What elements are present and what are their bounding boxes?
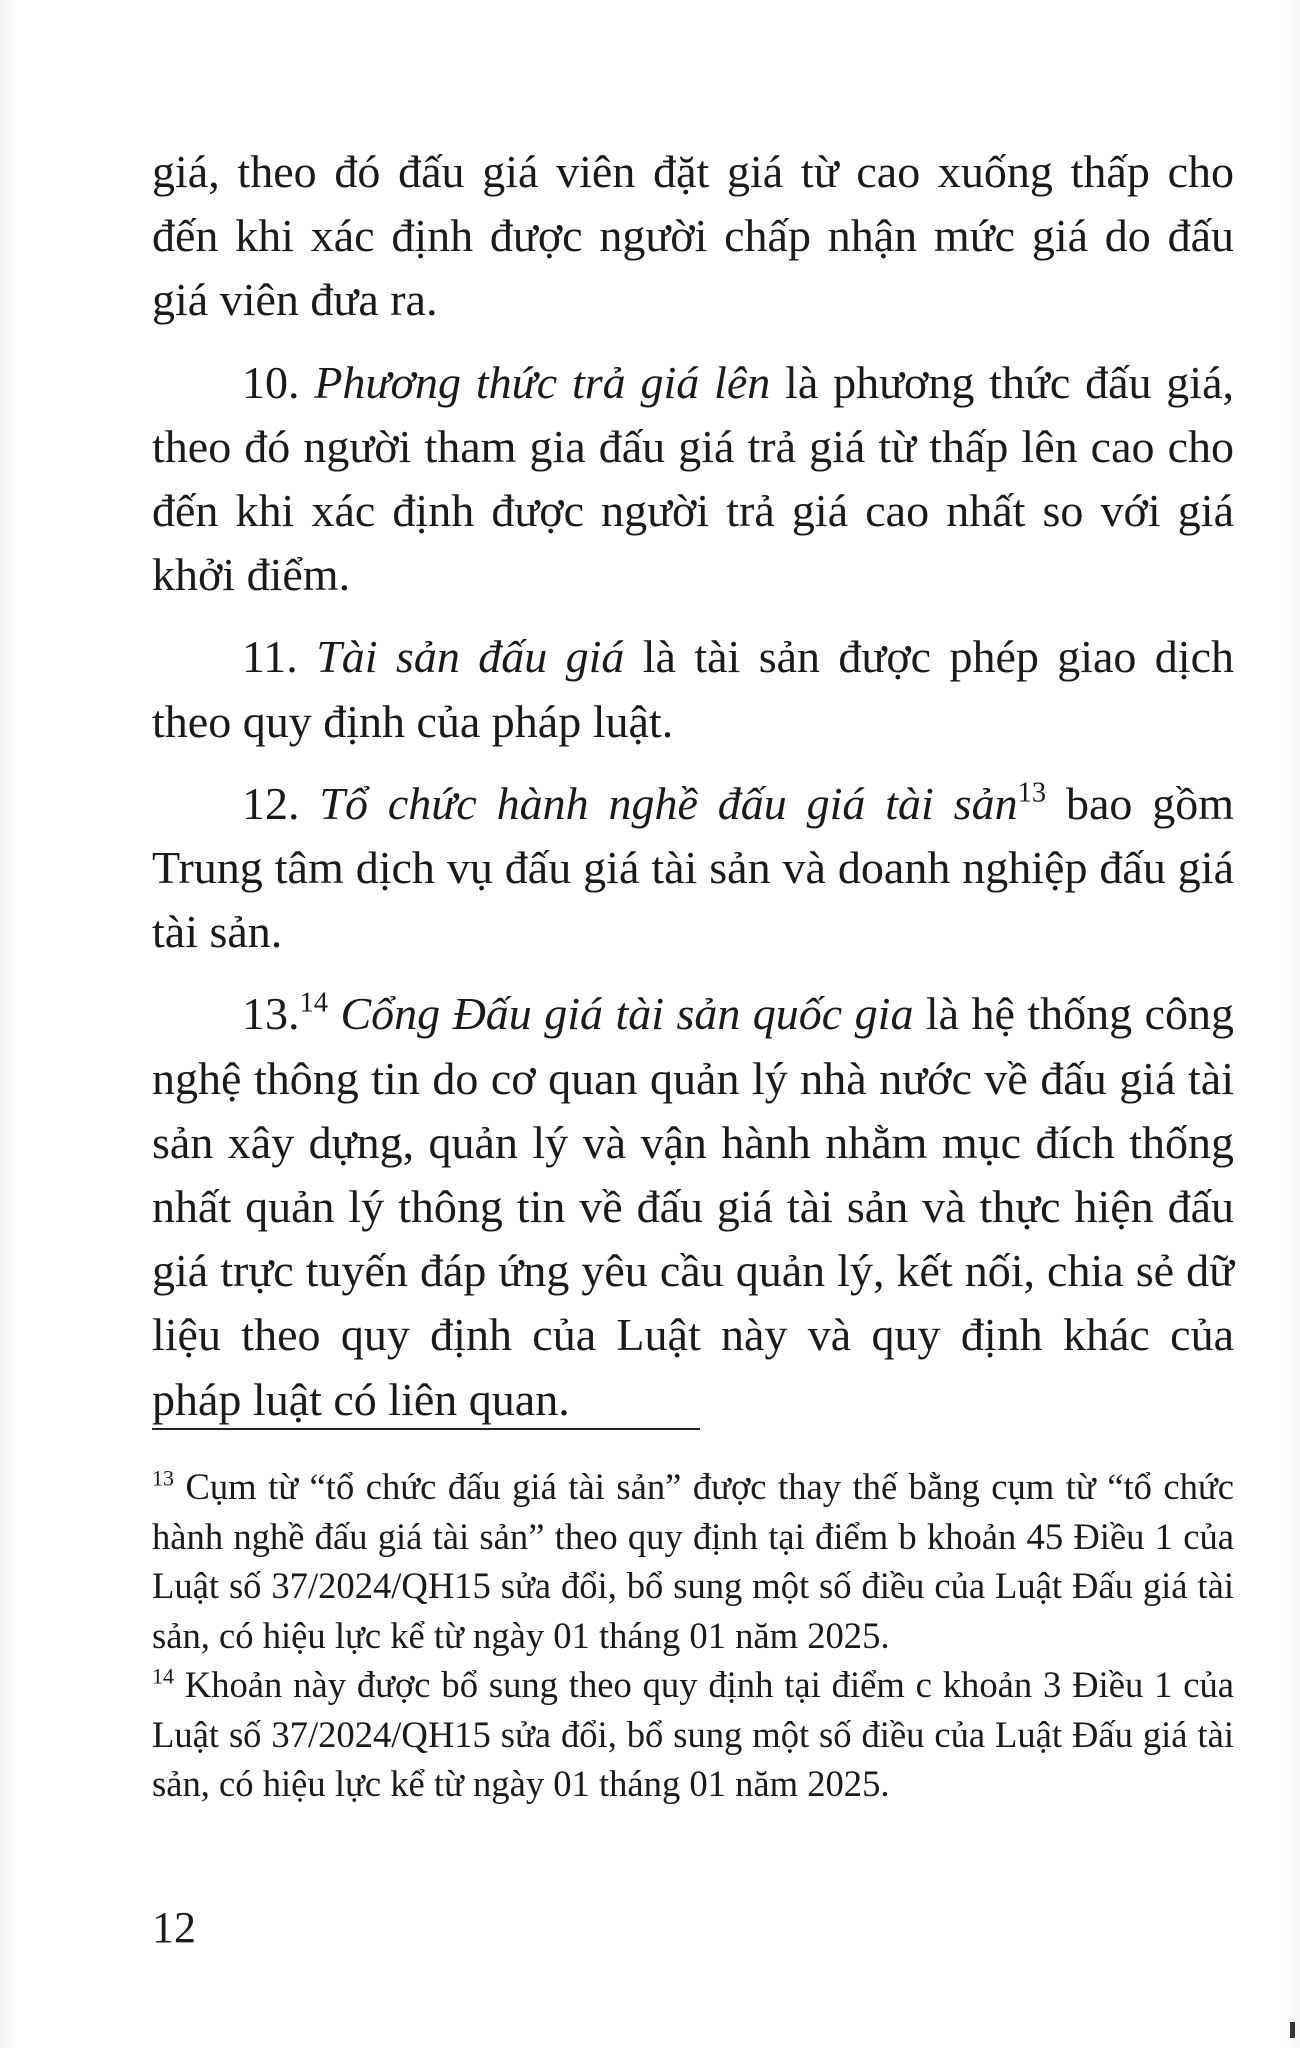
- paragraph-10-term: Phương thức trả giá lên: [314, 356, 771, 408]
- footnote-ref-14: 14: [299, 987, 329, 1019]
- footnotes: [152, 1462, 1234, 1809]
- paragraph-12-text: bao gồm Trung tâm dịch vụ đấu giá tài sản và doanh nghiệp đấu giá tài sản.: [152, 777, 1235, 958]
- paragraph-12-number: 12.: [242, 777, 300, 829]
- paragraph-13-number: 13.: [242, 988, 300, 1040]
- footnote-separator: [152, 1428, 700, 1430]
- page-number: 12: [152, 1903, 196, 1952]
- paragraph-10-number: 10.: [242, 356, 300, 408]
- footnote-13: [152, 1462, 1234, 1660]
- paragraph-11-term: Tài sản đấu giá: [316, 631, 625, 683]
- footnote-14: [152, 1660, 1234, 1809]
- main-text: [152, 140, 1234, 1450]
- paragraph-11-number: 11.: [242, 631, 298, 683]
- paragraph-13-text: là hệ thống công nghệ thông tin do cơ quan quản lý nhà nước về đấu giá tài sản xây dựng, quản lý và vận hành nhằm mục đích thống nhất quản lý thông tin về đấu giá tài sản và thực hiện đấu giá trực tuyến đáp ứng yêu cầu quản lý, kết nối, chia sẻ dữ liệu theo quy định của Luật này và quy định khác của pháp luật có liên quan.: [152, 988, 1235, 1425]
- paragraph-10-text: là phương thức đấu giá, theo đó người tham gia đấu giá trả giá từ thấp lên cao cho đến khi xác định được người trả giá cao nhất so với giá khởi điểm.: [152, 356, 1235, 601]
- paragraph-13: [152, 982, 1234, 1431]
- footnote-14-text: Khoản này được bổ sung theo quy định tại điểm c khoản 3 Điều 1 của Luật số 37/2024/QH15 sửa đổi, bổ sung một số điều của Luật Đấu giá tài sản, có hiệu lực kể từ ngày 01 tháng 01 năm 2025.: [152, 1664, 1234, 1804]
- paragraph-11-text: là tài sản được phép giao dịch theo quy định của pháp luật.: [152, 631, 1235, 747]
- paragraph-12-term: Tổ chức hành nghề đấu giá tài sản: [319, 777, 1018, 829]
- footnote-14-mark: 14: [152, 1663, 174, 1689]
- footnote-ref-13: 13: [1017, 777, 1047, 809]
- paragraph-11: [152, 625, 1234, 753]
- paragraph-10: [152, 351, 1234, 608]
- footnote-13-text: Cụm từ “tổ chức đấu giá tài sản” được thay thế bằng cụm từ “tổ chức hành nghề đấu giá tài sản” theo quy định tại điểm b khoản 45 Điều 1 của Luật số 37/2024/QH15 sửa đổi, bổ sung một số điều của Luật Đấu giá tài sản, có hiệu lực kể từ ngày 01 tháng 01 năm 2025.: [152, 1466, 1234, 1656]
- paragraph-13-term: Cổng Đấu giá tài sản quốc gia: [340, 988, 914, 1040]
- paragraph-continued: [152, 140, 1234, 333]
- footnote-13-mark: 13: [152, 1465, 174, 1491]
- paragraph-12: [152, 772, 1234, 965]
- page-edge-mark: [1290, 2022, 1295, 2038]
- paragraph-continued-text: giá, theo đó đấu giá viên đặt giá từ cao xuống thấp cho đến khi xác định được người chấp nhận mức giá do đấu giá viên đưa ra.: [152, 146, 1234, 326]
